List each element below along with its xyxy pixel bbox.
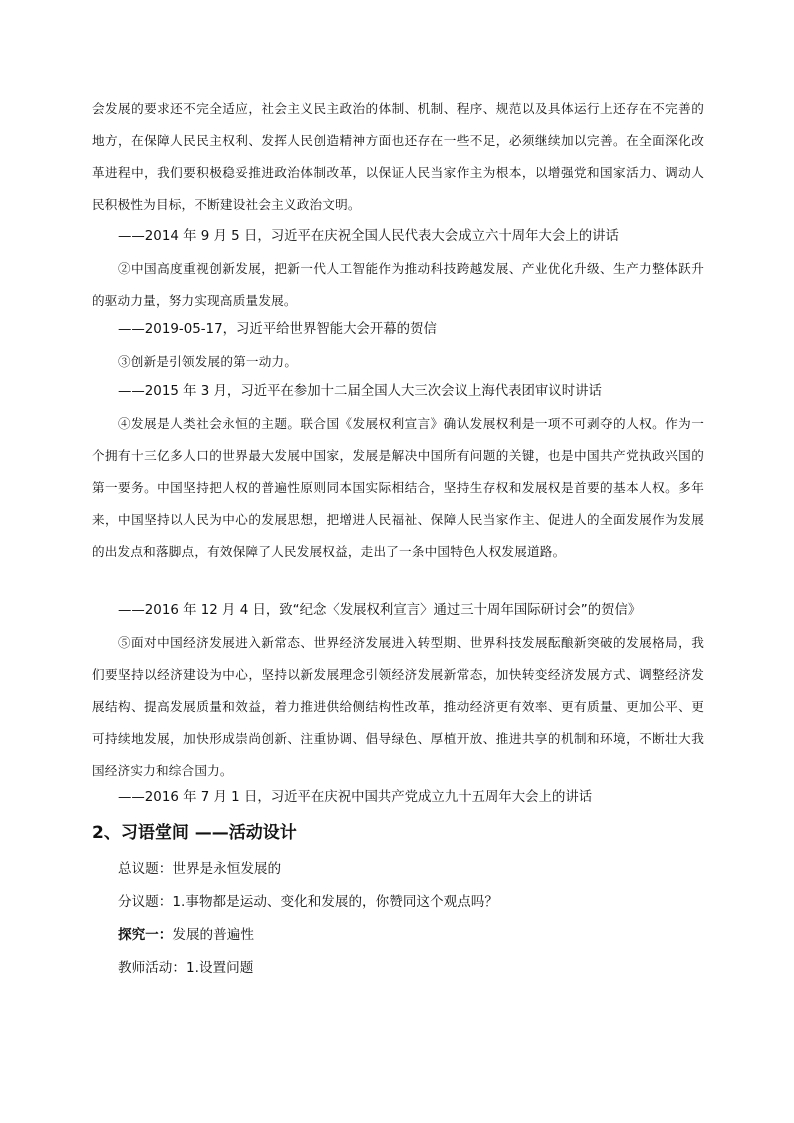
quote-5-source: ——2016 年 7 月 1 日，习近平在庆祝中国共产党成立九十五周年大会上的讲话	[118, 790, 593, 805]
explore-text: 发展的普遍性	[172, 927, 254, 943]
explore-one	[118, 925, 254, 945]
overall-topic: 总议题：世界是永恒发展的	[118, 861, 282, 877]
quote-4-text: ④发展是人类社会永恒的主题。联合国《发展权利宣言》确认发展权利是一项不可剥夺的人权。作为一个拥有十三亿多人口的世界最大发展中国家，发展是解决中国所有问题的关键，也是中国共产党执政兴国的第一要务。中国坚持把人权的普遍性原则同本国实际相结合，坚持生存权和发展权是首要的基本人权。多年来，中国坚持以人民为中心的发展思想，把增进人民福祉、保障人民当家作主、促进人的全面发展作为发展的出发点和落脚点，有效保障了人民发展权益，走出了一条中国特色人权发展道路。	[92, 416, 704, 559]
quote-3-source: ——2015 年 3 月，习近平在参加十二届全国人大三次会议上海代表团审议时讲话	[118, 384, 602, 399]
quote-4-source: ——2016 年 12 月 4 日，致“纪念〈发展权利宣言〉通过三十周年国际研讨会”的贺信》	[118, 603, 642, 618]
sub-topic: 分议题：1.事物都是运动、变化和发展的，你赞同这个观点吗？	[118, 894, 498, 910]
teacher-activity: 教师活动：1.设置问题	[118, 960, 254, 976]
section-heading: 2、习语堂间 ——活动设计	[92, 823, 297, 843]
quote-1-source: ——2014 年 9 月 5 日，习近平在庆祝全国人民代表大会成立六十周年大会上的讲话	[118, 229, 619, 244]
quote-3-text: ③创新是引领发展的第一动力。	[118, 354, 298, 369]
explore-label: 探究一：	[118, 927, 173, 943]
quote-1-text: 会发展的要求还不完全适应，社会主义民主政治的体制、机制、程序、规范以及具体运行上还存在不完善的地方，在保障人民民主权利、发挥人民创造精神方面也还存在一些不足，必须继续加以完善。在全面深化改革进程中，我们要积极稳妥推进政治体制改革，以保证人民当家作主为根本，以增强党和国家活力、调动人民积极性为目标，不断建设社会主义政治文明。	[92, 101, 704, 212]
quote-5-text: ⑤面对中国经济发展进入新常态、世界经济发展进入转型期、世界科技发展酝酿新突破的发展格局，我们要坚持以经济建设为中心，坚持以新发展理念引领经济发展新常态，加快转变经济发展方式、调整经济发展结构、提高发展质量和效益，着力推进供给侧结构性改革，推动经济更有效率、更有质量、更加公平、更可持续地发展，加快形成崇尚创新、注重协调、倡导绿色、厚植开放、推进共享的机制和环境，不断壮大我国经济实力和综合国力。	[92, 635, 704, 778]
quote-2-text: ②中国高度重视创新发展，把新一代人工智能作为推动科技跨越发展、产业优化升级、生产力整体跃升的驱动力量，努力实现高质量发展。	[92, 261, 704, 308]
quote-2-source: ——2019-05-17，习近平给世界智能大会开幕的贺信	[118, 322, 437, 337]
